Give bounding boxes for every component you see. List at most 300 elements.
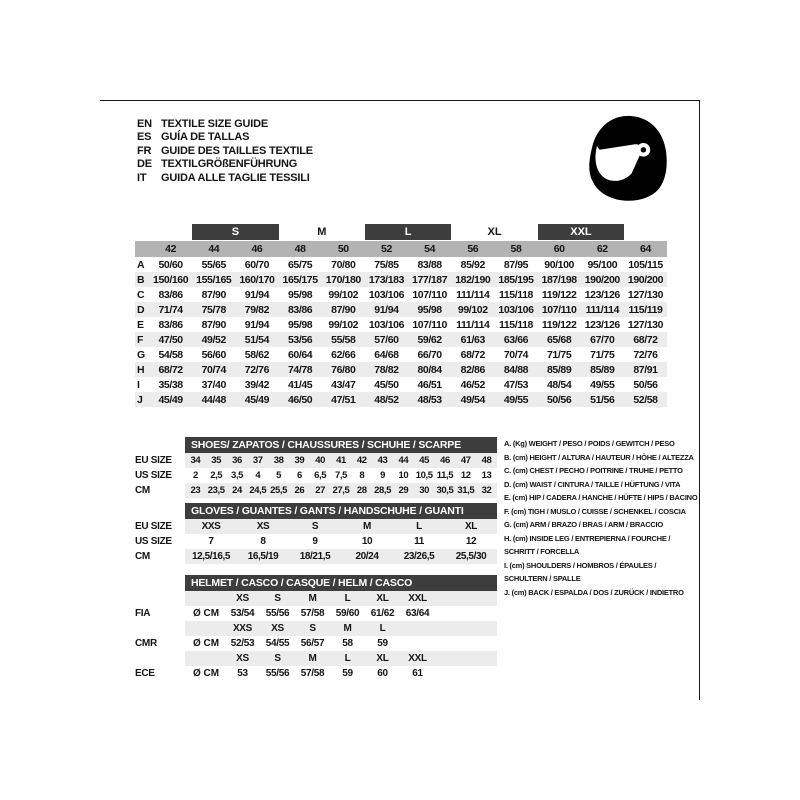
value-cell: 115/119 <box>628 303 663 316</box>
helmet-size-cell: L <box>344 593 351 604</box>
helmet-size-cell: S <box>274 653 281 664</box>
value-cell: 55/65 <box>201 258 226 271</box>
value-cell: 95/100 <box>587 258 618 271</box>
value-cell: 45/49 <box>244 393 270 406</box>
value-cell: 99/102 <box>328 288 359 301</box>
value-cell: 99/102 <box>457 303 488 316</box>
value-cell: 82/86 <box>460 363 485 376</box>
value-cell: 47/51 <box>331 393 356 406</box>
value-cell: 75/78 <box>201 303 226 316</box>
value-cell: 55/58 <box>331 333 356 346</box>
value-cell: 165/175 <box>282 273 318 286</box>
value-cell: 48/53 <box>417 393 442 406</box>
value-cell: 84/88 <box>503 363 529 376</box>
legend-item: H. (cm) INSIDE LEG / ENTREPIERNA / FOURCHE / SCHRITT / FORCELLA <box>504 533 671 556</box>
row-label: E <box>137 318 144 331</box>
value-cell: 47 <box>460 455 471 466</box>
value-cell: 24 <box>232 485 242 496</box>
value-cell: 55/56 <box>265 608 290 619</box>
value-cell: 39/42 <box>244 378 270 391</box>
row-label: F <box>137 333 144 346</box>
value-cell: 80/84 <box>417 363 442 376</box>
value-cell: 8 <box>359 470 365 481</box>
value-cell: 18/21,5 <box>299 551 331 562</box>
main-size-table <box>135 224 667 407</box>
size-cell: 60 <box>553 243 565 255</box>
value-cell: 62/66 <box>331 348 356 361</box>
value-cell: 12 <box>460 470 471 481</box>
size-cell: 52 <box>381 243 392 255</box>
value-strip <box>185 519 497 534</box>
row-label: A <box>137 258 145 271</box>
value-cell: 95/98 <box>417 303 442 316</box>
diameter-label: Ø CM <box>193 608 220 619</box>
helmet-standard-row-ece <box>135 666 497 681</box>
value-cell: 57/58 <box>300 608 325 619</box>
value-cell: 30 <box>419 485 430 496</box>
measurement-row-g <box>135 347 667 362</box>
value-cell: 38 <box>273 455 284 466</box>
helmet-sizes-row <box>135 651 497 666</box>
value-cell: 91/94 <box>244 318 270 331</box>
size-cell: 62 <box>596 243 608 255</box>
value-cell: 11 <box>414 536 424 547</box>
value-cell: 115/118 <box>498 318 533 331</box>
value-cell: XXS <box>201 521 221 532</box>
value-cell: 12,5/16,5 <box>191 551 231 562</box>
size-strip <box>185 651 497 666</box>
value-cell: 37/40 <box>201 378 226 391</box>
helmet-size-cell: S <box>274 593 281 604</box>
row-label <box>135 591 185 606</box>
value-cell: 32 <box>481 485 492 496</box>
value-cell: 54/58 <box>158 348 183 361</box>
value-cell: 111/114 <box>456 288 490 301</box>
gloves-row <box>135 549 497 564</box>
measurement-row-b <box>135 272 667 287</box>
value-cell: 60/70 <box>244 258 270 271</box>
shoes-row <box>135 483 497 498</box>
value-cell: 23/26,5 <box>403 551 435 562</box>
value-cell: 83/86 <box>287 303 313 316</box>
value-cell: 90/100 <box>544 258 574 271</box>
value-strip <box>185 666 497 681</box>
helmet-size-cell: XL <box>376 653 389 664</box>
value-cell: 85/89 <box>590 363 615 376</box>
value-cell: 87/91 <box>633 363 658 376</box>
value-cell: 70/74 <box>201 363 226 376</box>
value-cell: 46/51 <box>417 378 442 391</box>
value-cell: 119/122 <box>541 318 577 331</box>
value-cell: 9 <box>380 470 386 481</box>
size-group-l: L <box>365 224 451 240</box>
value-cell: 23,5 <box>207 485 225 496</box>
row-label: B <box>137 273 145 286</box>
shoes-table-rows <box>135 453 497 498</box>
value-cell: 12 <box>465 536 477 547</box>
group-spacer <box>135 224 192 241</box>
value-strip <box>185 534 497 549</box>
value-cell: 103/106 <box>368 288 405 301</box>
legend-item: E. (cm) HIP / CADERA / HANCHE / HÜFTE / HIPS / BACINO <box>504 493 698 502</box>
value-cell: 85/89 <box>546 363 572 376</box>
shoes-row <box>135 453 497 468</box>
value-cell: 27 <box>315 485 326 496</box>
value-cell: 61 <box>412 668 423 679</box>
size-strip <box>185 621 497 636</box>
value-cell: 46/52 <box>460 378 485 391</box>
shoes-size-table <box>135 437 497 498</box>
measurement-row-d <box>135 302 667 317</box>
value-cell: 78/82 <box>374 363 399 376</box>
value-cell: 39 <box>294 455 305 466</box>
value-cell: 123/126 <box>584 288 620 301</box>
value-cell: 28 <box>356 485 367 496</box>
value-cell: 54/55 <box>265 638 290 649</box>
value-cell: 13 <box>481 470 492 481</box>
value-cell: 43 <box>377 455 388 466</box>
size-cell: 64 <box>640 243 651 255</box>
helmet-size-cell: L <box>344 653 351 664</box>
value-cell: 177/187 <box>412 273 448 286</box>
value-cell: 83/88 <box>417 258 442 271</box>
helmet-size-cell: M <box>343 623 352 634</box>
value-cell: 72/76 <box>244 363 270 376</box>
value-cell: 58/62 <box>244 348 270 361</box>
size-cell: 58 <box>510 243 522 255</box>
gloves-size-table <box>135 503 497 564</box>
value-cell: 48 <box>481 455 492 466</box>
value-cell: 63/66 <box>503 333 529 346</box>
helmet-size-cell: XS <box>236 653 249 664</box>
legend-item: A. (Kg) WEIGHT / PESO / POIDS / GEWITCH / PESO <box>504 439 675 448</box>
value-cell: 107/110 <box>412 318 447 331</box>
value-cell: 37 <box>252 455 263 466</box>
value-cell: 91/94 <box>374 303 399 316</box>
value-cell: 87/90 <box>331 303 356 316</box>
value-cell: 190/200 <box>627 273 664 286</box>
helmet-size-cell: M <box>308 593 317 604</box>
value-cell: 24,5 <box>249 485 267 496</box>
helmet-size-cell: L <box>379 623 386 634</box>
value-cell: 10,5 <box>415 470 433 481</box>
value-cell: 150/160 <box>153 273 189 286</box>
size-header-row <box>135 241 667 257</box>
value-cell: 53 <box>237 668 248 679</box>
helmet-size-cell: XXS <box>232 623 253 634</box>
value-cell: 187/198 <box>541 273 577 286</box>
value-cell: 34 <box>190 455 201 466</box>
value-strip <box>185 549 497 564</box>
value-cell: 51/54 <box>244 333 270 346</box>
diameter-label: Ø CM <box>193 638 220 649</box>
value-cell: 67/70 <box>590 333 615 346</box>
language-label: GUIDA ALLE TAGLIE TESSILI <box>161 171 310 184</box>
value-cell: 173/183 <box>368 273 405 286</box>
measurement-row-e <box>135 317 667 332</box>
language-code: FR <box>137 144 152 157</box>
value-cell: 50/56 <box>633 378 658 391</box>
legend-item: C. (cm) CHEST / PECHO / POITRINE / TRUHE / PETTO <box>504 466 683 475</box>
value-cell: 50/60 <box>158 258 183 271</box>
row-label: H <box>137 363 145 376</box>
value-cell: 107/110 <box>412 288 447 301</box>
value-cell: 45/50 <box>374 378 399 391</box>
value-cell: 3,5 <box>230 470 243 481</box>
value-cell: 103/106 <box>498 303 534 316</box>
value-cell: 155/165 <box>196 273 232 286</box>
value-cell: 115/118 <box>498 288 533 301</box>
value-cell: 65/68 <box>546 333 572 346</box>
value-cell: 35 <box>211 455 222 466</box>
value-cell: 51/56 <box>590 393 615 406</box>
value-cell: 2,5 <box>210 470 223 481</box>
value-cell: 190/200 <box>584 273 620 286</box>
value-cell: 47/50 <box>158 333 183 346</box>
helmet-table-title: HELMET / CASCO / CASQUE / HELM / CASCO <box>185 575 497 591</box>
value-cell: 127/130 <box>627 288 664 301</box>
helmet-size-cell: S <box>309 623 316 634</box>
legend-item: F. (cm) TIGH / MUSLO / CUISSE / SCHENKEL / COSCIA <box>504 506 686 516</box>
value-cell: 36 <box>232 455 242 466</box>
standard-label: CMR <box>135 638 157 649</box>
value-cell: 68/72 <box>460 348 485 361</box>
value-cell: 53/56 <box>287 333 313 346</box>
helmet-standard-row-fia <box>135 606 497 621</box>
value-cell: 71/75 <box>590 348 615 361</box>
helmet-size-table <box>135 575 497 681</box>
size-group-m: M <box>317 226 327 238</box>
row-label <box>135 621 185 636</box>
language-row <box>137 117 313 131</box>
gloves-row <box>135 534 497 549</box>
value-cell: 4 <box>255 470 261 481</box>
value-cell: 28,5 <box>374 485 392 496</box>
value-cell: 9 <box>312 536 318 547</box>
value-cell: 105/115 <box>628 258 663 271</box>
value-cell: 11,5 <box>436 470 454 481</box>
helmet-size-cell: M <box>308 653 317 664</box>
value-cell: L <box>416 521 422 532</box>
value-cell: 26 <box>294 485 305 496</box>
helmet-standard-row-cmr <box>135 636 497 651</box>
value-cell: 49/52 <box>201 333 226 346</box>
size-cell: 56 <box>467 243 479 255</box>
value-cell: 60 <box>377 668 388 679</box>
value-cell: 68/72 <box>158 363 183 376</box>
legend-item: J. (cm) BACK / ESPALDA / DOS / ZURÜCK / INDIETRO <box>504 587 684 597</box>
size-strip <box>185 591 497 606</box>
value-cell: S <box>311 521 319 532</box>
value-cell: 87/90 <box>201 318 226 331</box>
measurement-row-j <box>135 392 667 407</box>
helmet-size-cell: XS <box>271 623 284 634</box>
racing-helmet-icon <box>586 113 668 203</box>
value-cell: 53/54 <box>230 608 255 619</box>
size-group-row <box>135 224 667 241</box>
value-cell: 46 <box>440 455 450 466</box>
value-cell: 5 <box>276 470 282 481</box>
language-code: ES <box>137 131 152 144</box>
helmet-table-rows <box>135 591 497 681</box>
value-cell: 59 <box>342 668 353 679</box>
measurement-row-f <box>135 332 667 347</box>
value-cell: 63/64 <box>405 608 430 619</box>
measurement-row-i <box>135 377 667 392</box>
value-cell: 35/38 <box>158 378 183 391</box>
value-cell: 49/55 <box>590 378 615 391</box>
value-cell: 41 <box>336 455 346 466</box>
size-cell: 46 <box>251 243 263 255</box>
value-cell: 48/54 <box>546 378 572 391</box>
value-cell: 55/56 <box>265 668 290 679</box>
value-cell: 74/78 <box>287 363 313 376</box>
shoes-row <box>135 468 497 483</box>
standard-label: ECE <box>135 668 155 679</box>
size-group-xxl: XXL <box>538 224 624 240</box>
gloves-table-title: GLOVES / GUANTES / GANTS / HANDSCHUHE / GUANTI <box>185 503 497 519</box>
row-label: I <box>137 378 140 391</box>
value-cell: 71/74 <box>158 303 183 316</box>
value-cell: 66/70 <box>417 348 442 361</box>
language-label: GUIDE DES TAILLES TEXTILE <box>161 144 313 157</box>
value-cell: 45 <box>419 455 430 466</box>
value-cell: 43/47 <box>331 378 356 391</box>
language-row <box>137 158 313 172</box>
value-cell: 170/180 <box>325 273 361 286</box>
row-label: EU SIZE <box>135 455 172 466</box>
legend-item: D. (cm) WAIST / CINTURA / TAILLE / HÜFTUNG / VITA <box>504 479 681 489</box>
value-cell: XS <box>256 521 270 532</box>
value-cell: 83/86 <box>158 288 183 301</box>
row-label: D <box>137 303 145 316</box>
value-cell: 49/55 <box>503 393 529 406</box>
value-cell: 7 <box>208 536 214 547</box>
measurement-row-a <box>135 257 667 272</box>
value-cell: 71/75 <box>546 348 572 361</box>
value-cell: 41/45 <box>287 378 313 391</box>
measurement-row-c <box>135 287 667 302</box>
value-cell: 182/190 <box>455 273 491 286</box>
helmet-sizes-row <box>135 621 497 636</box>
value-cell: 64/68 <box>374 348 399 361</box>
value-cell: 59 <box>377 638 388 649</box>
legend-item: B. (cm) HEIGHT / ALTURA / HAUTEUR / HÖHE / ALTEZZA <box>504 452 694 462</box>
value-cell: 48/52 <box>374 393 399 406</box>
helmet-size-cell: XL <box>376 593 389 604</box>
size-cell: 50 <box>337 243 349 255</box>
value-cell: 75/85 <box>374 258 399 271</box>
helmet-size-cell: XS <box>236 593 249 604</box>
language-row <box>137 171 313 185</box>
measurement-row-h <box>135 362 667 377</box>
value-cell: 79/82 <box>244 303 270 316</box>
value-cell: 91/94 <box>244 288 270 301</box>
language-label: TEXTILGRÖßENFÜHRUNG <box>161 158 298 171</box>
value-cell: 107/110 <box>541 303 577 316</box>
value-cell: 59/60 <box>335 608 360 619</box>
value-cell: 95/98 <box>287 318 313 331</box>
value-cell: 50/56 <box>546 393 572 406</box>
measurement-legend <box>504 437 701 599</box>
row-label: CM <box>135 551 150 562</box>
value-cell: 8 <box>260 536 266 547</box>
value-cell: 20/24 <box>355 551 379 562</box>
size-cell: 42 <box>165 243 177 255</box>
value-cell: 76/80 <box>331 363 356 376</box>
value-cell: 29 <box>398 485 409 496</box>
value-cell: 119/122 <box>541 288 577 301</box>
value-cell: 60/64 <box>287 348 313 361</box>
value-cell: 70/74 <box>503 348 529 361</box>
value-cell: 42 <box>356 455 367 466</box>
value-cell: 23 <box>190 485 201 496</box>
helmet-size-cell: XXL <box>408 593 427 604</box>
row-label: J <box>137 393 143 406</box>
value-cell: 87/95 <box>503 258 529 271</box>
value-cell: 10 <box>398 470 409 481</box>
value-cell: 56/60 <box>201 348 226 361</box>
language-label: TEXTILE SIZE GUIDE <box>161 117 269 130</box>
language-code: DE <box>137 158 152 171</box>
helmet-size-cell: XXL <box>408 653 427 664</box>
value-strip <box>185 636 497 651</box>
value-cell: 25,5/30 <box>455 551 487 562</box>
size-cell: 54 <box>424 243 436 255</box>
helmet-sizes-row <box>135 591 497 606</box>
value-cell: 83/86 <box>158 318 183 331</box>
language-title-list <box>137 117 313 185</box>
row-label <box>135 651 185 666</box>
value-cell: 46/50 <box>287 393 313 406</box>
value-strip <box>185 483 497 498</box>
value-cell: 27,5 <box>332 485 350 496</box>
gloves-table-rows <box>135 519 497 564</box>
row-label: EU SIZE <box>135 521 172 532</box>
standard-label: FIA <box>135 608 151 619</box>
language-row <box>137 144 313 158</box>
value-cell: 56/57 <box>300 638 325 649</box>
row-label: CM <box>135 485 150 496</box>
value-cell: 57/60 <box>374 333 399 346</box>
value-cell: 47/53 <box>503 378 529 391</box>
value-strip <box>185 453 497 468</box>
size-group-xl: XL <box>487 226 502 238</box>
value-cell: 40 <box>315 455 326 466</box>
value-cell: 25,5 <box>270 485 288 496</box>
value-cell: 70/80 <box>331 258 356 271</box>
value-cell: 49/54 <box>460 393 485 406</box>
diameter-label: Ø CM <box>193 668 220 679</box>
value-cell: 31,5 <box>457 485 475 496</box>
value-cell: 2 <box>192 470 198 481</box>
value-strip <box>185 606 497 621</box>
value-cell: 185/195 <box>498 273 534 286</box>
value-cell: 95/98 <box>287 288 313 301</box>
value-cell: 99/102 <box>328 318 359 331</box>
value-cell: 61/62 <box>370 608 395 619</box>
value-cell: 160/170 <box>239 273 275 286</box>
value-cell: 87/90 <box>201 288 226 301</box>
value-cell: 111/114 <box>585 303 620 316</box>
size-group-s: S <box>192 224 278 240</box>
value-cell: 6 <box>296 470 302 481</box>
value-cell: 7,5 <box>334 470 347 481</box>
value-cell: XL <box>465 521 477 532</box>
value-cell: 65/75 <box>287 258 313 271</box>
value-cell: 103/106 <box>368 318 405 331</box>
row-label: G <box>137 348 145 361</box>
